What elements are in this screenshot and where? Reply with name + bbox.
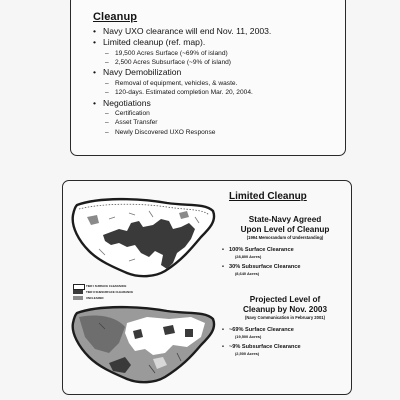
island-map-agreed: [69, 195, 217, 281]
sub-bullet-text: 19,500 Acres Surface (~69% of island): [115, 49, 228, 57]
bullet-item: [93, 26, 343, 37]
projected-item-acres: (19,500 Acres): [235, 334, 262, 339]
bullet-icon: •: [222, 247, 224, 253]
bullet-item: [93, 37, 343, 48]
agreed-item-acres: (8,640 Acres): [235, 270, 260, 276]
slide-title: Limited Cleanup: [229, 191, 307, 202]
sub-bullet-text: Removal of equipment, vehicles, & waste.: [115, 79, 238, 87]
dash-icon: –: [105, 109, 109, 117]
sub-bullet-text: Certification: [115, 109, 150, 117]
bullet-icon: •: [222, 263, 224, 270]
sub-bullet-item: [93, 88, 343, 97]
dash-icon: –: [105, 49, 109, 57]
bullet-icon: •: [222, 343, 224, 350]
slide-limited-cleanup: [62, 180, 352, 395]
dash-icon: –: [105, 59, 109, 66]
legend-label: UNCLEARED: [86, 296, 104, 300]
projected-heading-line2: Cleanup by Nov. 2003: [242, 305, 328, 314]
bullet-icon: •: [222, 327, 224, 333]
sub-bullet-text: Newly Discovered UXO Response: [115, 128, 216, 136]
projected-heading-block: [221, 295, 349, 321]
projected-item-label: ~69% Surface Clearance: [229, 327, 294, 333]
sub-bullet-text: Asset Transfer: [115, 119, 158, 127]
legend-swatch: [73, 296, 83, 300]
bullet-icon: •: [93, 37, 97, 48]
sub-bullet-text: 2,500 Acres Subsurface (~9% of island): [115, 59, 232, 66]
projected-items: [221, 327, 351, 356]
bullet-icon: •: [93, 26, 97, 36]
agreed-heading-line1: State-Navy Agreed: [248, 215, 322, 224]
bullet-text: Limited cleanup (ref. map).: [103, 37, 206, 48]
legend-item: [73, 295, 153, 301]
island-map-projected: [69, 303, 217, 387]
sub-bullet-item: [93, 58, 343, 67]
bullet-item: [93, 98, 343, 109]
sub-bullet-item: [93, 128, 343, 137]
bullet-list: [93, 26, 343, 137]
agreed-items: [221, 247, 351, 276]
slide-title: Cleanup: [93, 11, 138, 23]
bullet-icon: •: [93, 67, 97, 78]
bullet-icon: •: [93, 97, 97, 108]
bullet-text: Navy Demobilization: [103, 67, 182, 78]
map-legend: [73, 283, 153, 301]
bullet-item: [93, 67, 343, 78]
dash-icon: –: [105, 128, 109, 136]
legend-label: TIER II SUBSURFACE CLEARANCE: [86, 290, 134, 294]
projected-item: [221, 327, 351, 340]
bullet-text: Negotiations: [103, 97, 151, 108]
projected-item-acres: (2,500 Acres): [235, 350, 260, 356]
projected-item-label: ~9% Subsurface Clearance: [229, 343, 301, 350]
sub-bullet-item: [93, 79, 343, 88]
legend-label: TIER I SURFACE CLEARANCE: [86, 284, 127, 288]
agreed-item-label: 100% Surface Clearance: [229, 247, 294, 253]
projected-item: [221, 344, 351, 357]
bullet-text: Navy UXO clearance will end Nov. 11, 2003.: [103, 26, 272, 36]
sub-bullet-item: [93, 118, 343, 127]
projected-heading-line1: Projected Level of: [249, 295, 321, 304]
dash-icon: –: [105, 79, 109, 87]
agreed-subheading: (1994 Memorandum of Understanding): [246, 235, 324, 240]
projected-subheading: (Navy Communication in February 2001): [244, 315, 326, 320]
slide-cleanup: [70, 0, 346, 156]
sub-bullet-item: [93, 49, 343, 58]
agreed-item: [221, 247, 351, 260]
legend-swatch: [73, 290, 83, 294]
agreed-heading-line2: Upon Level of Cleanup: [240, 225, 330, 234]
agreed-heading-block: [221, 215, 349, 241]
agreed-item-acres: (28,800 Acres): [235, 254, 262, 259]
agreed-item: [221, 264, 351, 277]
dash-icon: –: [105, 119, 109, 127]
sub-bullet-text: 120-days. Estimated completion Mar. 20, 2004.: [115, 89, 253, 97]
agreed-item-label: 30% Subsurface Clearance: [229, 263, 301, 270]
dash-icon: –: [105, 89, 109, 97]
sub-bullet-item: [93, 109, 343, 118]
